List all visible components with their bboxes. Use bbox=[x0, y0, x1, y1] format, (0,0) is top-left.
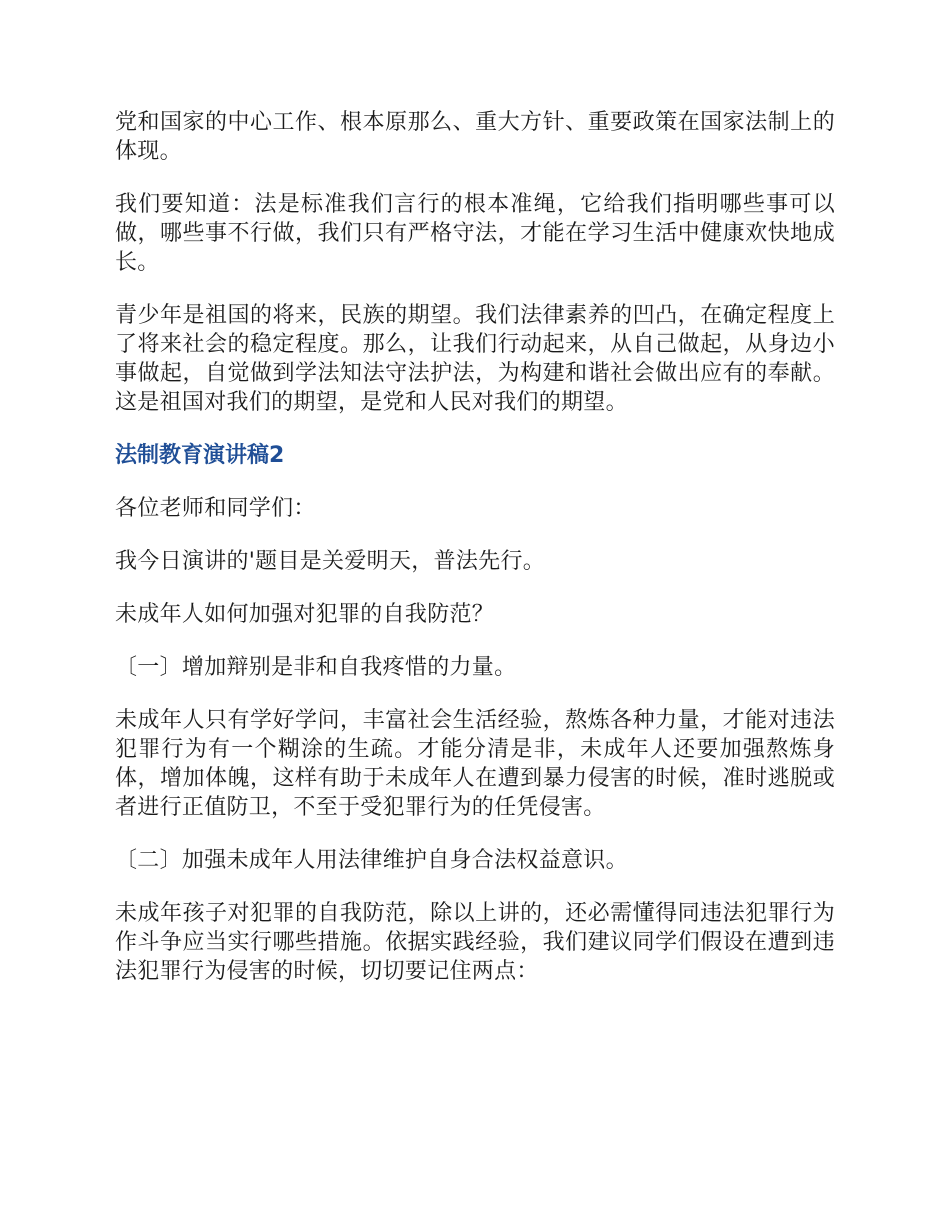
section-heading: 法制教育演讲稿2 bbox=[115, 443, 285, 468]
paragraph-central-work: 党和国家的中心工作、根本原那么、重大方针、重要政策在国家法制上的体现。 bbox=[115, 110, 835, 164]
document-page bbox=[115, 108, 835, 986]
paragraph-law-standard: 我们要知道：法是标准我们言行的根本准绳，它给我们指明哪些事可以做，哪些事不行做，我们只有严格守法，才能在学习生活中健康欢快地成长。 bbox=[115, 192, 835, 275]
paragraph-point-two: 〔二〕加强未成年人用法律维护自身合法权益意识。 bbox=[115, 848, 628, 873]
paragraph-speech-topic: 我今日演讲的'题目是关爱明天，普法先行。 bbox=[115, 549, 546, 574]
paragraph-point-two-detail: 未成年孩子对犯罪的自我防范，除以上讲的，还必需懂得同违法犯罪行为作斗争应当实行哪些措施。依据实践经验，我们建议同学们假设在遭到违法犯罪行为侵害的时候，切切要记住两点： bbox=[115, 901, 835, 984]
paragraph-greeting: 各位老师和同学们： bbox=[115, 496, 316, 521]
paragraph-point-one: 〔一〕增加辩别是非和自我疼惜的力量。 bbox=[115, 655, 517, 680]
paragraph-point-one-detail: 未成年人只有学好学问，丰富社会生活经验，熬炼各种力量，才能对违法犯罪行为有一个糊涂的生疏。才能分清是非，未成年人还要加强熬炼身体，增加体魄，这样有助于未成年人在遭到暴力侵害的时候，准时逃脱或者进行正值防卫，不至于受犯罪行为的任凭侵害。 bbox=[115, 708, 835, 820]
paragraph-question: 未成年人如何加强对犯罪的自我防范？ bbox=[115, 602, 495, 627]
paragraph-youth-future: 青少年是祖国的将来，民族的期望。我们法律素养的凹凸，在确定程度上了将来社会的稳定程度。那么，让我们行动起来，从自己做起，从身边小事做起，自觉做到学法知法守法护法，为构建和谐社会做出应有的奉献。这是祖国对我们的期望，是党和人民对我们的期望。 bbox=[115, 303, 835, 415]
